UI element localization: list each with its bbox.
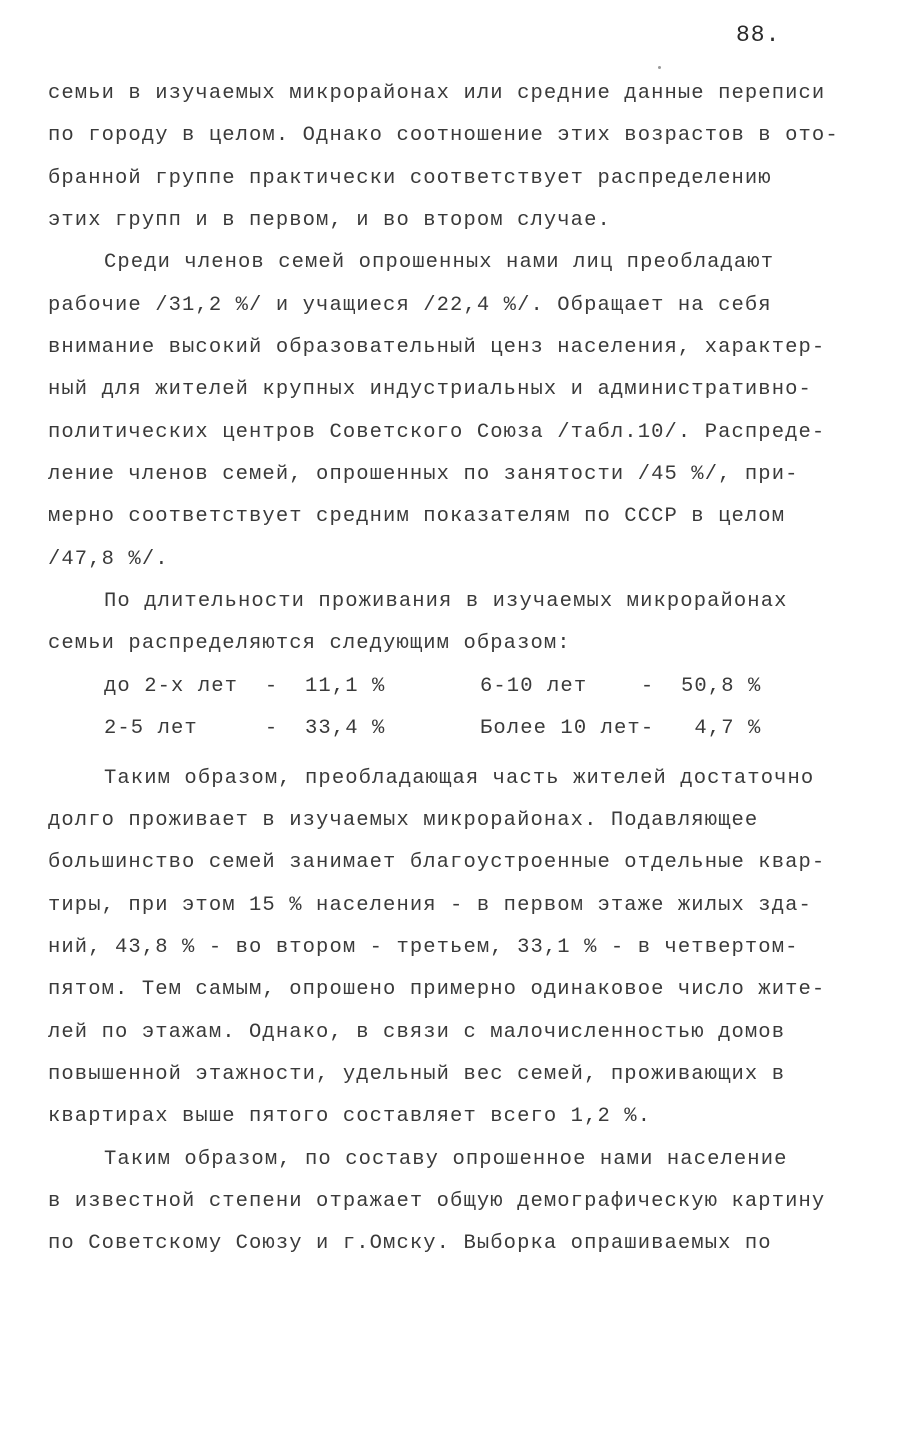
text-line: по городу в целом. Однако соотношение этих возрастов в ото-: [48, 124, 839, 147]
text-line: пятом. Тем самым, опрошено примерно одинаковое число жите-: [48, 978, 826, 1001]
distribution-row-left: 2-5 лет - 33,4 %: [104, 717, 386, 740]
text-line: ление членов семей, опрошенных по занятости /45 %/, при-: [48, 463, 799, 486]
text-line: тиры, при этом 15 % населения - в первом этаже жилых зда-: [48, 894, 812, 917]
paragraph-start-line: Среди членов семей опрошенных нами лиц преобладают: [104, 251, 775, 274]
paragraph-start-line: Таким образом, преобладающая часть жителей достаточно: [104, 767, 815, 790]
text-line: этих групп и в первом, и во втором случае.: [48, 209, 611, 232]
distribution-row-right: 6-10 лет - 50,8 %: [480, 675, 762, 698]
text-line: внимание высокий образовательный ценз населения, характер-: [48, 336, 826, 359]
distribution-row-left: до 2-х лет - 11,1 %: [104, 675, 386, 698]
text-line: большинство семей занимает благоустроенные отдельные квар-: [48, 851, 826, 874]
text-line: мерно соответствует средним показателям по СССР в целом: [48, 505, 786, 528]
distribution-row-right: Более 10 лет- 4,7 %: [480, 717, 762, 740]
text-line: семьи в изучаемых микрорайонах или средние данные переписи: [48, 82, 826, 105]
text-line: ний, 43,8 % - во втором - третьем, 33,1 % - в четвертом-: [48, 936, 799, 959]
paragraph-start-line: По длительности проживания в изучаемых микрорайонах: [104, 590, 788, 613]
text-line: /47,8 %/.: [48, 548, 169, 571]
page-number: 88.: [736, 22, 781, 48]
text-line: рабочие /31,2 %/ и учащиеся /22,4 %/. Обращает на себя: [48, 294, 772, 317]
text-line: политических центров Советского Союза /табл.10/. Распреде-: [48, 421, 826, 444]
text-line: повышенной этажности, удельный вес семей, проживающих в: [48, 1063, 786, 1086]
paragraph-start-line: Таким образом, по составу опрошенное нами население: [104, 1148, 788, 1171]
text-line: квартирах выше пятого составляет всего 1,2 %.: [48, 1105, 652, 1128]
text-line: в известной степени отражает общую демографическую картину: [48, 1190, 826, 1213]
text-line: долго проживает в изучаемых микрорайонах. Подавляющее: [48, 809, 759, 832]
text-line: бранной группе практически соответствует распределению: [48, 167, 772, 190]
text-line: ный для жителей крупных индустриальных и административно-: [48, 378, 812, 401]
text-line: семьи распределяются следующим образом:: [48, 632, 571, 655]
text-line: по Советскому Союзу и г.Омску. Выборка опрашиваемых по: [48, 1232, 772, 1255]
paper-speck: [658, 66, 661, 69]
text-line: лей по этажам. Однако, в связи с малочисленностью домов: [48, 1021, 786, 1044]
